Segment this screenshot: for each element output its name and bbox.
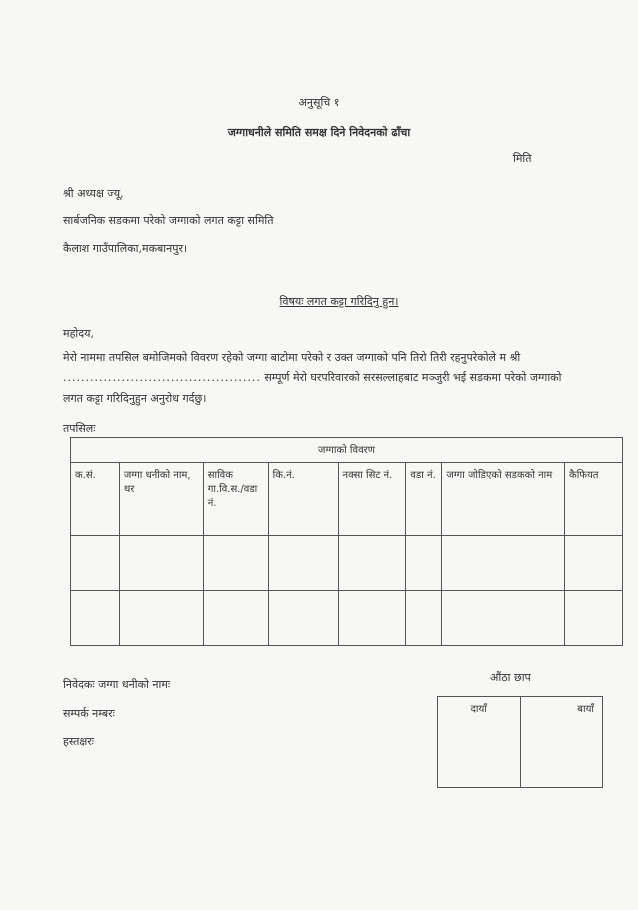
table-row bbox=[71, 536, 623, 591]
column-header: कैफियत bbox=[565, 463, 623, 536]
land-details-table bbox=[70, 437, 623, 646]
right-thumb-label: दायाँ bbox=[438, 697, 521, 787]
body-line-1: मेरो नाममा तपसिल बमोजिमको विवरण रहेको जग्गा बाटोमा परेको र उक्त जग्गाको पनि तिरो तिरी रहनुपरेकोले म श्री bbox=[63, 351, 521, 364]
column-header: वडा नं. bbox=[406, 463, 442, 536]
salutation: महोदय, bbox=[63, 327, 94, 340]
thumbprint-box bbox=[437, 696, 603, 788]
form-title: जग्गाधनीले समिति समक्ष दिने निवेदनको ढाँचा bbox=[227, 126, 411, 139]
left-thumb-label: बायाँ bbox=[577, 704, 594, 715]
body-line-2 bbox=[63, 370, 561, 385]
recipient: श्री अध्यक्ष ज्यू, bbox=[63, 187, 124, 200]
contact-number-label: सम्पर्क नम्बरः bbox=[63, 707, 115, 720]
office-address: कैलाश गाउँपालिका,मकबानपुर। bbox=[63, 242, 188, 255]
column-header: जग्गा धनीको नाम, थर bbox=[119, 463, 203, 536]
body-line-2-text: सम्पूर्ण मेरो घरपरिवारको सरसल्लाहबाट मञ्जुरी भई सडकमा परेको जग्गाको bbox=[264, 371, 562, 384]
thumbprint-title: औंठा छाप bbox=[490, 671, 531, 684]
column-header: कि.नं. bbox=[268, 463, 338, 536]
annex-label: अनुसूचि १ bbox=[298, 96, 340, 109]
body-line-3: लगत कट्टा गरिदिनुहुन अनुरोध गर्दछु। bbox=[63, 392, 207, 405]
applicant-name-label: निवेदकः जग्गा धनीको नामः bbox=[63, 678, 171, 691]
column-header: साविक गा.वि.स./वडा नं. bbox=[203, 463, 268, 536]
subject-line: विषयः लगत कट्टा गरिदिनु हुन। bbox=[279, 295, 399, 308]
signature-label: हस्तक्षरः bbox=[63, 735, 94, 748]
name-blank: ............................................ bbox=[63, 371, 261, 384]
column-header: जग्गा जोडिएको सडकको नाम bbox=[442, 463, 565, 536]
column-header: क.सं. bbox=[71, 463, 120, 536]
details-label: तपसिलः bbox=[63, 422, 96, 435]
column-header: नक्सा सिट नं. bbox=[338, 463, 406, 536]
committee-name: सार्बजनिक सडकमा परेको जग्गाको लगत कट्टा समिति bbox=[63, 214, 274, 227]
date-label: मिति bbox=[513, 152, 532, 165]
table-row bbox=[71, 591, 623, 646]
table-caption: जग्गाको विवरण bbox=[71, 438, 623, 463]
